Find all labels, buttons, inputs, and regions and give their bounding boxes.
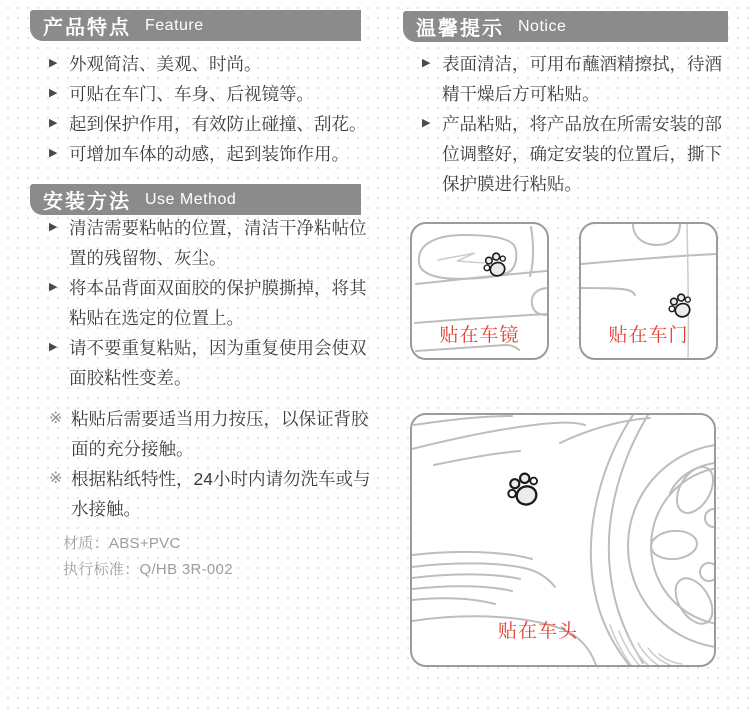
reference-mark-icon: ※ (49, 410, 63, 427)
feature-item: ▶ 可贴在车门、车身、后视镜等。 (49, 79, 367, 109)
notes-list (49, 404, 371, 524)
paw-sticker-icon (484, 253, 506, 277)
note-item: ※ 根据粘纸特性，24小时内请勿洗车或与水接触。 (49, 464, 371, 524)
figure-stick-on-mirror (410, 222, 549, 360)
figure-stick-on-door (579, 222, 718, 360)
feature-item: ▶ 外观简洁、美观、时尚。 (49, 49, 367, 79)
figure-caption: 贴在车镜 (439, 325, 520, 346)
feature-item: ▶ 可增加车体的动感，起到装饰作用。 (49, 139, 367, 169)
figure-caption: 贴在车门 (608, 325, 689, 346)
feature-subtitle: Feature (145, 16, 204, 34)
notice-subtitle: Notice (518, 17, 567, 35)
bullet-arrow-icon: ▶ (49, 57, 58, 69)
bullet-arrow-icon: ▶ (422, 57, 431, 69)
product-specs (63, 531, 233, 583)
bullet-arrow-icon: ▶ (49, 117, 58, 129)
reference-mark-icon: ※ (49, 470, 63, 487)
notice-title: 温馨提示 (416, 18, 504, 40)
bullet-arrow-icon: ▶ (49, 281, 58, 293)
paw-sticker-icon (669, 294, 691, 318)
bullet-arrow-icon: ▶ (49, 147, 58, 159)
method-item: ▶ 清洁需要粘帖的位置，清洁干净粘帖位置的残留物、灰尘。 (49, 213, 369, 273)
material-spec: 材质：ABS+PVC (63, 535, 181, 552)
notice-item: ▶ 产品粘贴，将产品放在所需安装的部位调整好，确定安装的位置后，撕下保护膜进行粘贴。 (422, 109, 730, 199)
method-item: ▶ 将本品背面双面胶的保护膜撕掉，将其粘贴在选定的位置上。 (49, 273, 369, 333)
standard-spec: 执行标准：Q/HB 3R-002 (63, 561, 233, 578)
method-subtitle: Use Method (145, 190, 237, 208)
bullet-arrow-icon: ▶ (49, 87, 58, 99)
method-list (49, 213, 369, 393)
feature-title: 产品特点 (43, 17, 131, 39)
method-section-header (30, 184, 361, 215)
notice-list (422, 49, 730, 199)
feature-section-header (30, 10, 361, 41)
method-title: 安装方法 (43, 191, 131, 213)
notice-section-header (403, 11, 728, 42)
note-item: ※ 粘贴后需要适当用力按压，以保证背胶面的充分接触。 (49, 404, 371, 464)
figure-caption: 贴在车头 (498, 621, 579, 642)
bullet-arrow-icon: ▶ (422, 117, 431, 129)
bullet-arrow-icon: ▶ (49, 221, 58, 233)
notice-item: ▶ 表面清洁，可用布蘸酒精擦拭，待酒精干燥后方可粘贴。 (422, 49, 730, 109)
paw-sticker-icon (508, 474, 538, 507)
feature-list (49, 49, 367, 169)
bullet-arrow-icon: ▶ (49, 341, 58, 353)
figure-stick-on-front (410, 413, 716, 667)
method-item: ▶ 请不要重复粘贴，因为重复使用会使双面胶粘性变差。 (49, 333, 369, 393)
feature-item: ▶ 起到保护作用，有效防止碰撞、刮花。 (49, 109, 367, 139)
